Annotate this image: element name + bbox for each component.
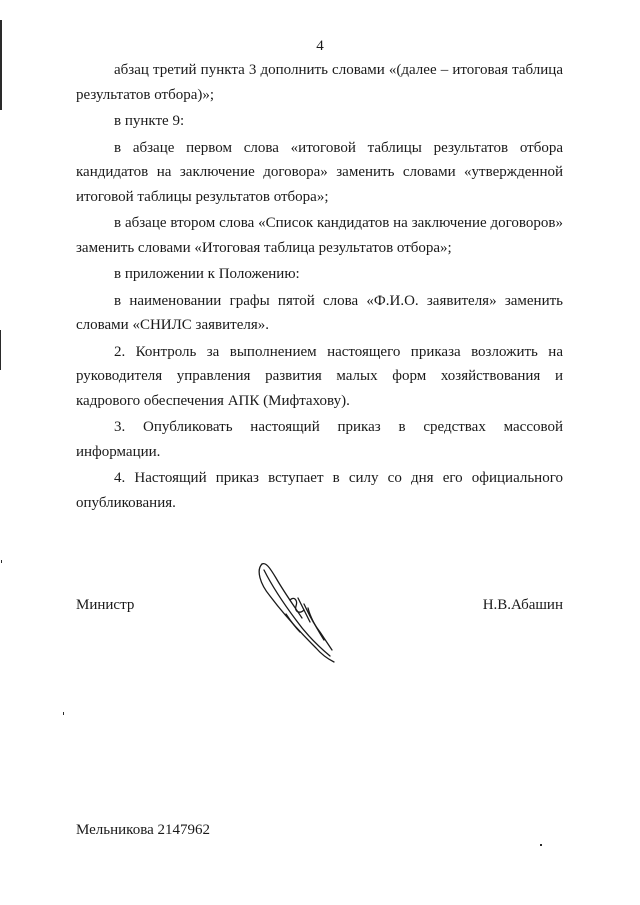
handwritten-signature <box>250 560 340 665</box>
scan-mark <box>0 330 1 370</box>
paragraph: абзац третий пункта 3 дополнить словами «(далее – итоговая таблица результатов отбора)»; <box>76 62 563 103</box>
page-number: 4 <box>316 38 324 54</box>
paragraph: 2. Контроль за выполнением настоящего приказа возложить на руководителя управления развития малых форм хозяйствования и кадрового обеспечения АПК (Мифтахову). <box>76 343 563 409</box>
scan-mark <box>1 560 2 563</box>
signatory-title: Министр <box>76 597 135 613</box>
scan-mark <box>540 844 542 846</box>
paragraph: в пункте 9: <box>114 113 185 129</box>
paragraph: 4. Настоящий приказ вступает в силу со дня его официального опубликования. <box>76 470 563 511</box>
signatory-name: Н.В.Абашин <box>482 597 563 613</box>
paragraph: в наименовании графы пятой слова «Ф.И.О. заявителя» заменить словами «СНИЛС заявителя». <box>76 292 563 333</box>
paragraph: 3. Опубликовать настоящий приказ в средствах массовой информации. <box>76 419 563 460</box>
paragraph: в приложении к Положению: <box>114 266 300 282</box>
executor-note: Мельникова 2147962 <box>76 822 210 838</box>
scan-mark <box>63 712 64 715</box>
paragraph: в абзаце первом слова «итоговой таблицы результатов отбора кандидатов на заключение договора» заменить словами «утвержденной итоговой таблицы результатов отбора»; <box>76 139 563 205</box>
document-body <box>76 58 563 515</box>
paragraph: в абзаце втором слова «Список кандидатов на заключение договоров» заменить словами «Итоговая таблица результатов отбора»; <box>76 215 563 256</box>
scan-mark <box>0 20 2 110</box>
